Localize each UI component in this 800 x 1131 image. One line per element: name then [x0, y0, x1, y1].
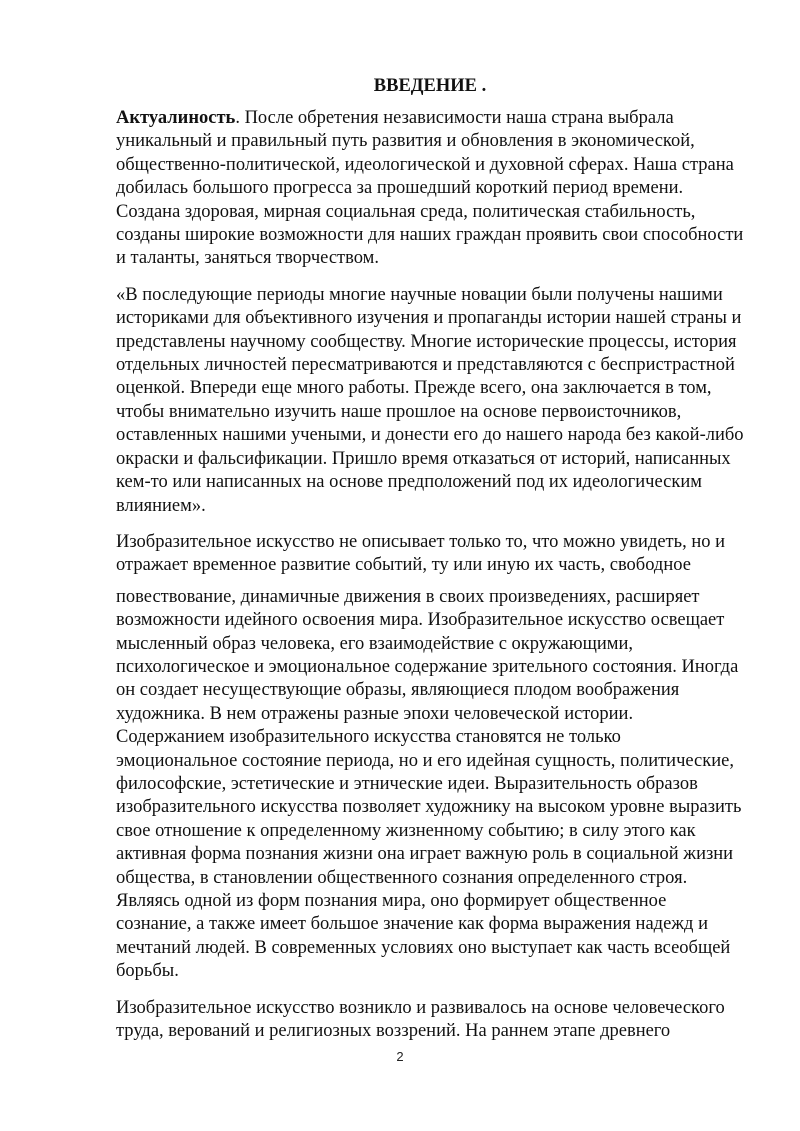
paragraph-text: . После обретения независимости наша страна выбрала уникальный и правильный путь развития и обновления в экономической, общественно-политической, идеологической и духовной сферах. Наша страна добилась большого прогресса за прошедший короткий период времени. Создана здоровая, мирная социальная среда, политическая стабильность, созданы широкие возможности для наших граждан проявить свои способности и таланты, заняться творчеством. [116, 108, 744, 269]
paragraph-art-origins: Изобразительное искусство возникло и развивалось на основе человеческого труда, верований и религиозных воззрений. На раннем этапе древнего [116, 997, 725, 1042]
paragraph-lead: Актуалиность [116, 108, 236, 128]
document-page [116, 74, 744, 1056]
paragraph-art-continued: повествование, динамичные движения в своих произведениях, расширяет возможности идейного освоения мира. Изобразительное искусство освещает мысленный образ человека, его взаимодействие с окружающими, психологическое и эмоциональное содержание зрительного состояния. Иногда он создает несуществующие образы, являющиеся плодом воображения художника. В нем отражены разные эпохи человеческой истории. Содержанием изобразительного искусства становятся не только эмоциональное состояние периода, но и его идейная сущность, политические, философские, эстетические и этнические идеи. Выразительность образов изобразительного искусства позволяет художнику на высоком уровне выразить свое отношение к определенному жизненному событию; в силу этого как активная форма познания жизни она играет важную роль в социальной жизни общества, в становлении общественного сознания определенного строя. Являясь одной из форм познания мира, оно формирует общественное сознание, а также имеет большое значение как форма выражения надежд и мечтаний людей. В современных условиях оно выступает как часть всеобщей борьбы. [116, 586, 742, 982]
paragraph-quote: «В последующие периоды многие научные новации были получены нашими историками для объективного изучения и пропаганды истории нашей страны и представлены научному сообществу. Многие исторические процессы, история отдельных личностей пересматриваются и представляются с беспристрастной оценкой. Впереди еще много работы. Прежде всего, она заключается в том, чтобы внимательно изучить наше прошлое на основе первоисточников, оставленных нашими учеными, и донести его до нашего народа без какой-либо окраски и фальсификации. Пришло время отказаться от историй, написанных кем-то или написанных на основе предположений под их идеологическим влиянием». [116, 284, 744, 516]
document-title: ВВЕДЕНИЕ . [373, 76, 487, 96]
page-number: 2 [396, 1049, 404, 1064]
paragraph-relevance [116, 107, 744, 271]
paragraph-art-intro: Изобразительное искусство не описывает только то, что можно увидеть, но и отражает временное развитие событий, ту или иную их часть, свободное [116, 531, 726, 576]
